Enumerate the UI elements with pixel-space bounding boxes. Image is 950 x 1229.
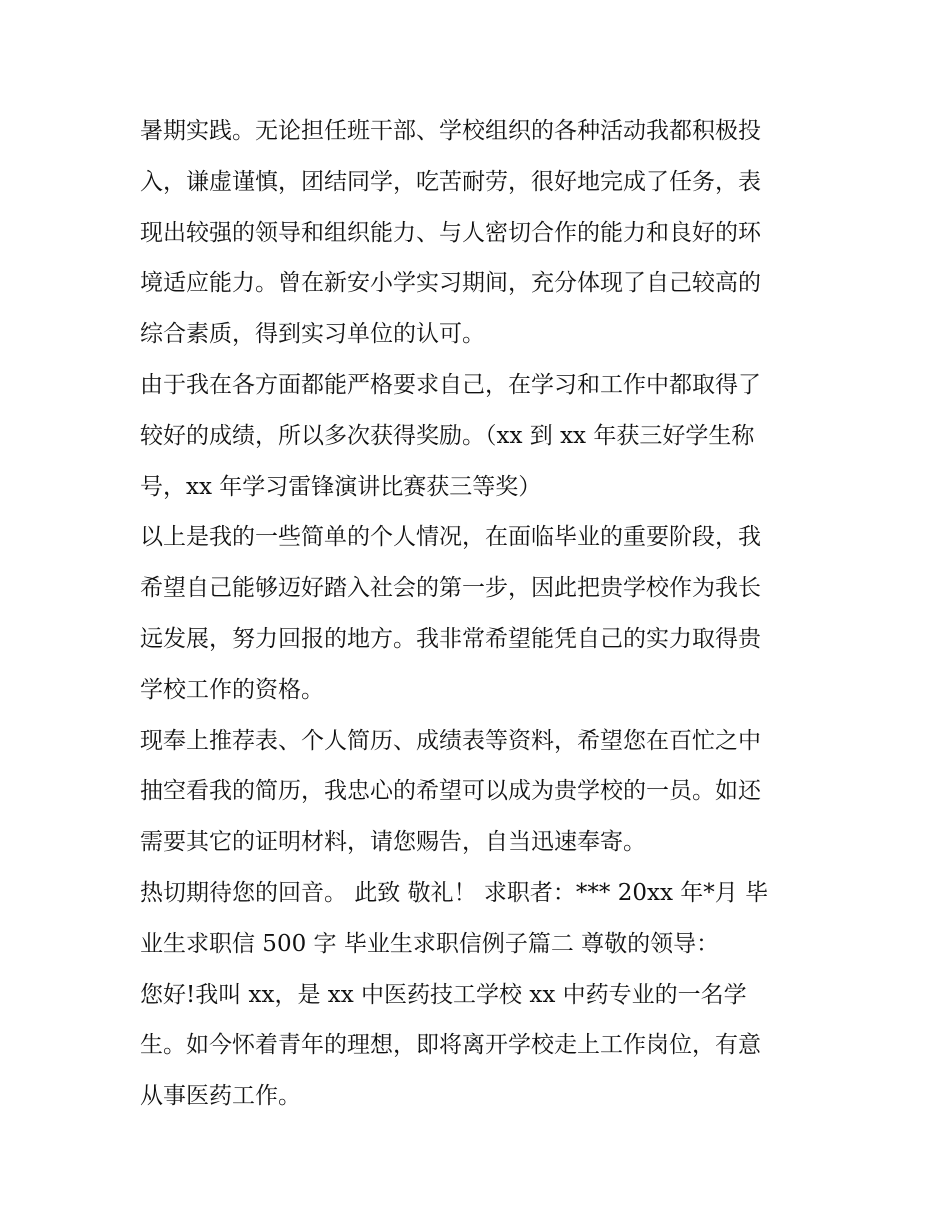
text-line: 生。如今怀着青年的理想，即将离开学校走上工作岗位，有意 (140, 1032, 761, 1059)
text-line: 您好!我叫 xx，是 xx 中医药技工学校 xx 中药专业的一名学 (140, 981, 747, 1008)
text-line: 境适应能力。曾在新安小学实习期间，充分体现了自己较高的 (140, 270, 761, 297)
text-line: 需要其它的证明材料，请您赐告，自当迅速奉寄。 (140, 829, 646, 856)
text-line: 暑期实践。无论担任班干部、学校组织的各种活动我都积极投 (140, 118, 761, 144)
text-line: 学校工作的资格。 (140, 676, 324, 703)
text-line: 抽空看我的简历，我忠心的希望可以成为贵学校的一员。如还 (140, 778, 761, 805)
text-line: 入，谦虚谨慎，团结同学，吃苦耐劳，很好地完成了任务，表 (140, 168, 761, 195)
text-line: 业生求职信 500 字 毕业生求职信例子篇二 尊敬的领导： (140, 930, 720, 957)
text-line: 以上是我的一些简单的个人情况，在面临毕业的重要阶段，我 (140, 524, 761, 551)
text-line: 现奉上推荐表、个人简历、成绩表等资料，希望您在百忙之中 (140, 727, 761, 754)
text-line: 希望自己能够迈好踏入社会的第一步，因此把贵学校作为我长 (140, 575, 761, 602)
text-line: 从事医药工作。 (140, 1083, 301, 1110)
document-body (140, 106, 820, 1122)
text-line: 远发展，努力回报的地方。我非常希望能凭自己的实力取得贵 (140, 625, 761, 652)
text-line: 现出较强的领导和组织能力、与人密切合作的能力和良好的环 (140, 219, 761, 246)
text-line: 综合素质，得到实习单位的认可。 (140, 321, 485, 348)
text-line: 由于我在各方面都能严格要求自己，在学习和工作中都取得了 (140, 371, 761, 398)
text-line: 较好的成绩，所以多次获得奖励。（xx 到 xx 年获三好学生称 (140, 422, 755, 449)
text-line: 热切期待您的回音。 此致 敬礼！ 求职者：*** 20xx 年*月 毕 (140, 879, 769, 906)
text-line: 号，xx 年学习雷锋演讲比赛获三等奖） (140, 473, 542, 500)
